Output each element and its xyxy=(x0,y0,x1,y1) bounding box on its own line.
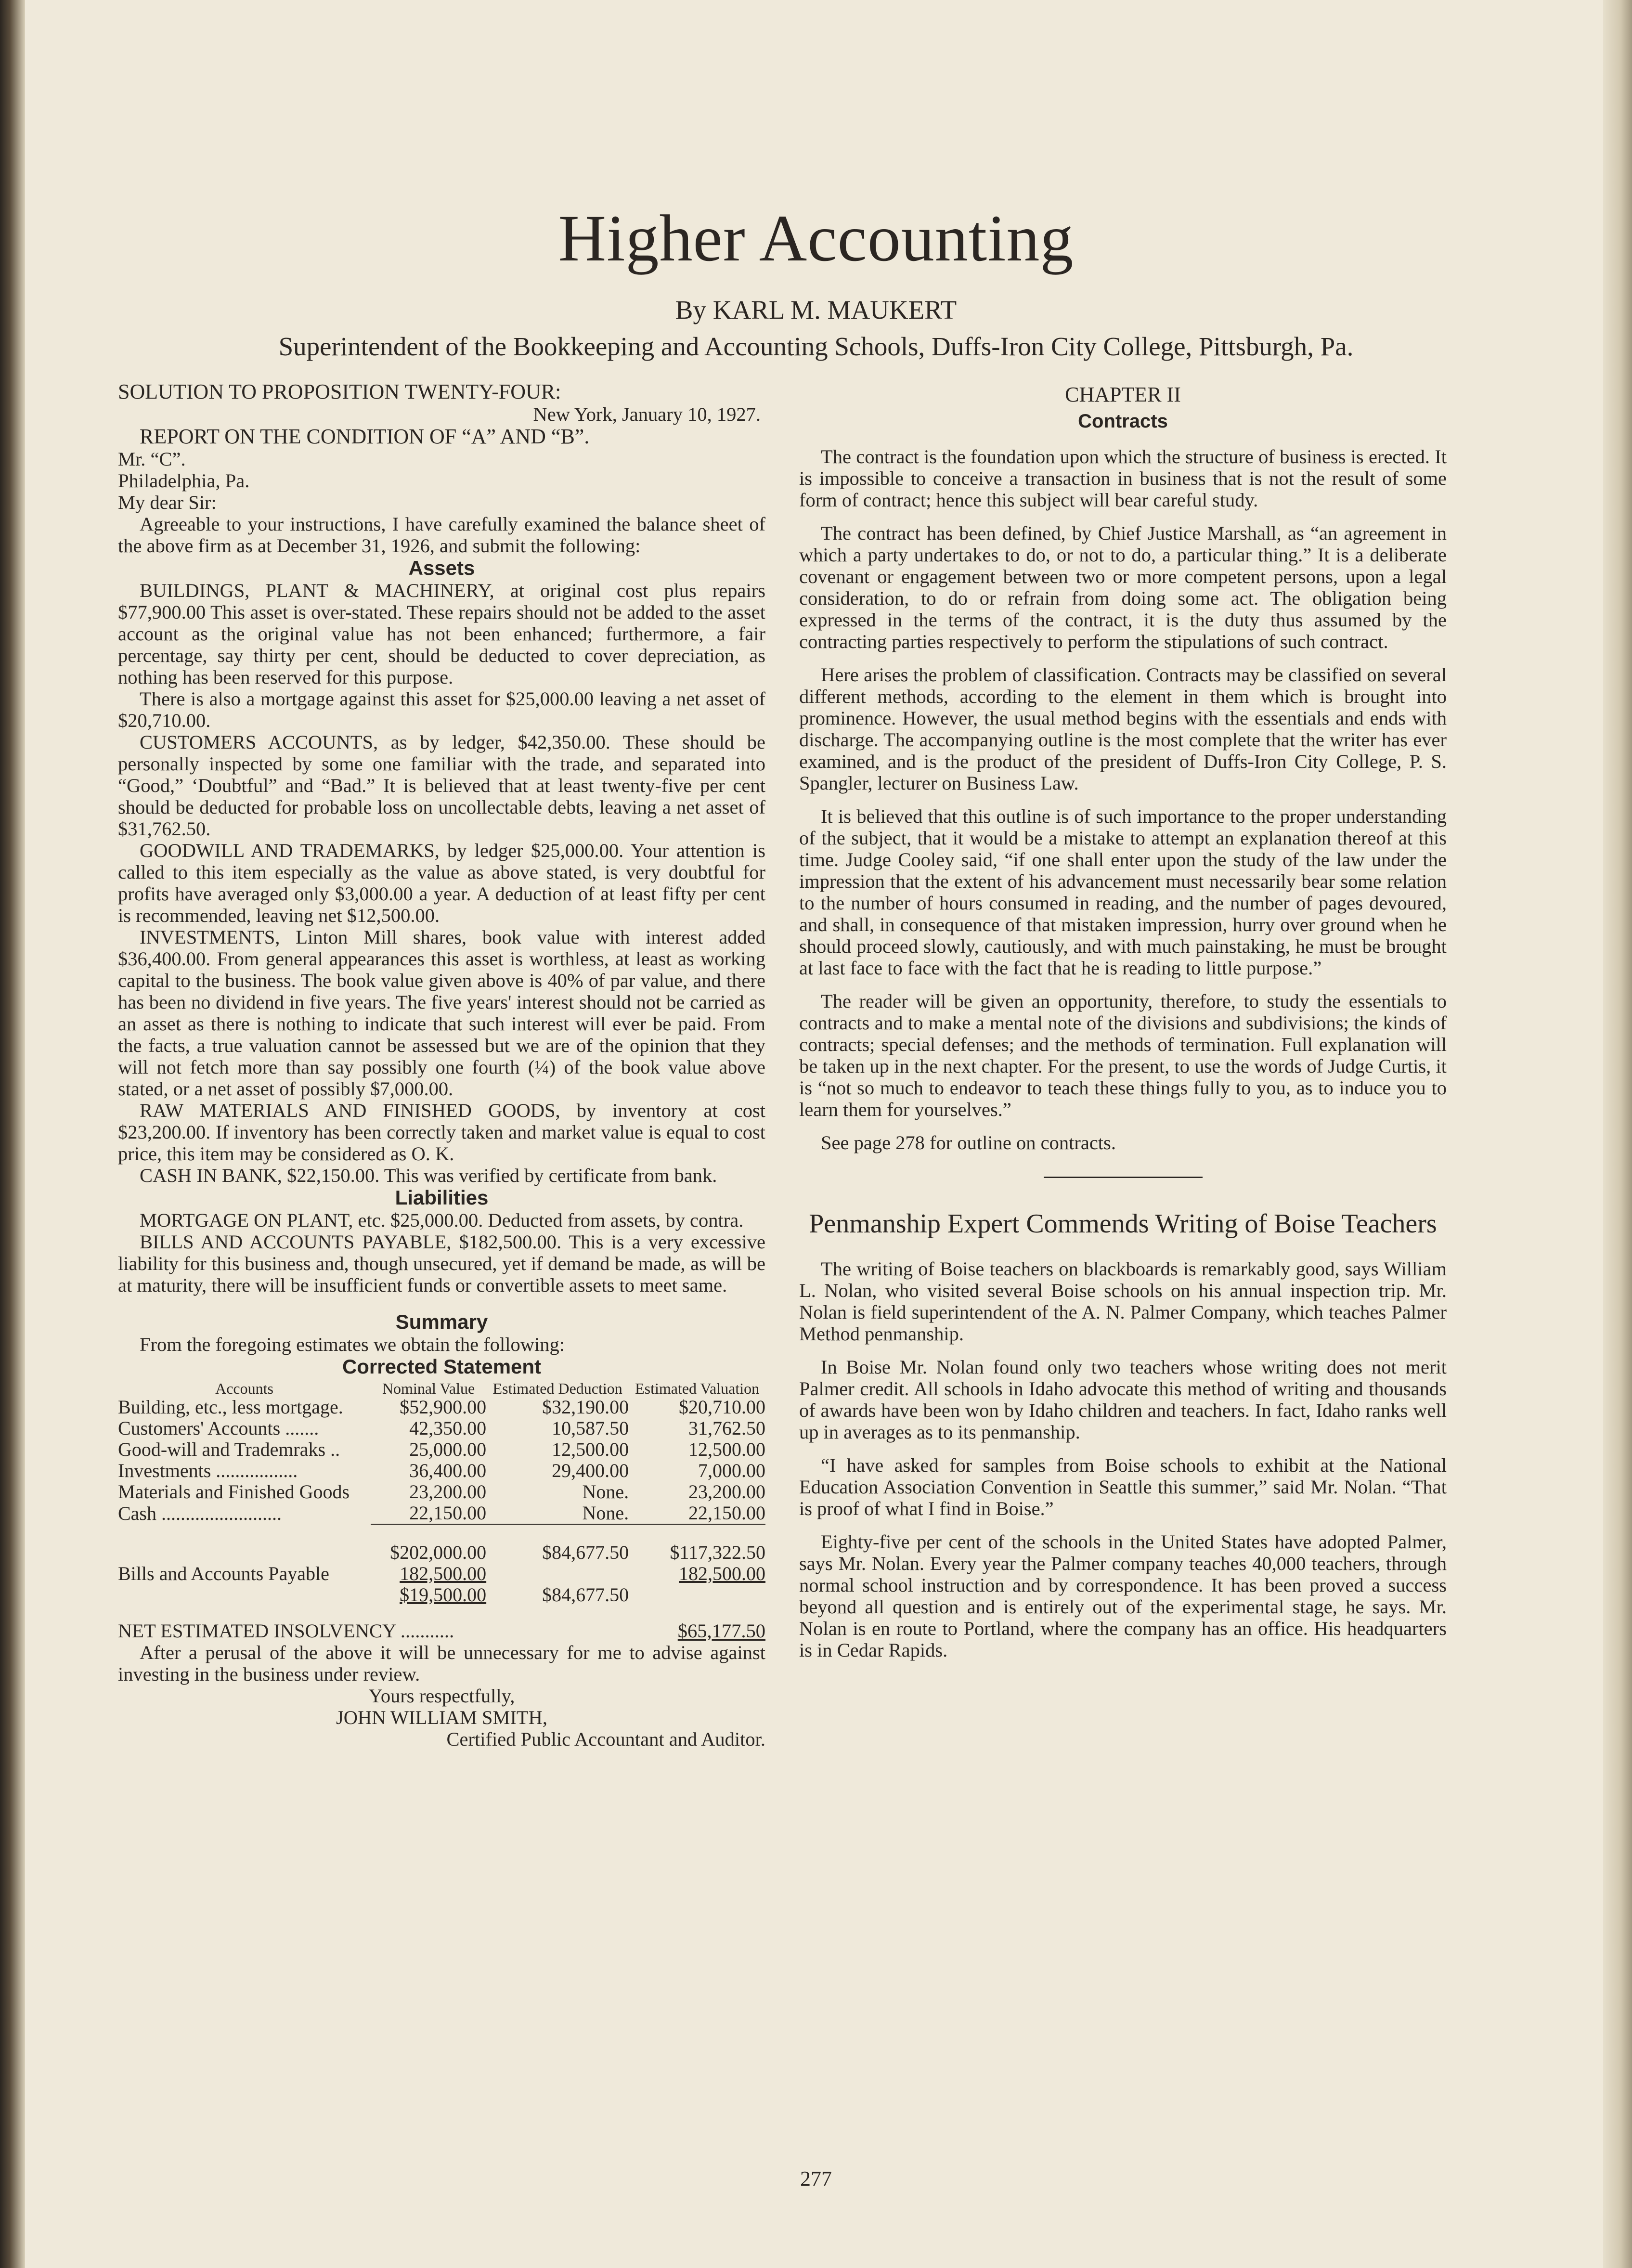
paragraph: In Boise Mr. Nolan found only two teachers whose writing does not merit Palmer credit. All schools in Idaho advocate this method of writing and thousands of awards have been won by Idaho children and teachers. In fact, Idaho ranks well up in averages as to its penmanship. xyxy=(799,1356,1447,1443)
table-row xyxy=(118,1397,765,1418)
signature-name: JOHN WILLIAM SMITH, xyxy=(336,1707,548,1728)
estimated-deduction: $32,190.00 xyxy=(542,1396,629,1418)
nominal-value: 22,150.00 xyxy=(409,1502,487,1524)
address-line: Philadelphia, Pa. xyxy=(118,470,250,492)
nominal-value: 36,400.00 xyxy=(409,1460,487,1481)
paragraph: GOODWILL AND TRADEMARKS, by ledger $25,000.00. Your attention is called to this item especially as the value as above stated, is very doubtful for profits have averaged only $3,000.00 a year. A deduction of at least fifty per cent is recommended, leaving net $12,500.00. xyxy=(118,840,765,926)
summary-intro: From the foregoing estimates we obtain the following: xyxy=(140,1334,565,1355)
account-name: Investments ................. xyxy=(118,1460,298,1481)
second-article-title: Penmanship Expert Commends Writing of Boise Teachers xyxy=(809,1209,1437,1239)
summary-heading: Summary xyxy=(395,1310,488,1333)
insolvency-label: NET ESTIMATED INSOLVENCY ........... xyxy=(118,1620,454,1642)
estimated-valuation: 31,762.50 xyxy=(688,1417,765,1439)
nominal-value: 25,000.00 xyxy=(409,1439,487,1460)
account-name: Cash ......................... xyxy=(118,1502,282,1524)
nominal-value: 182,500.00 xyxy=(400,1563,487,1584)
dateline: New York, January 10, 1927. xyxy=(533,403,761,425)
table-row xyxy=(118,1503,765,1524)
page-number: 277 xyxy=(800,2167,832,2190)
estimated-deduction: None. xyxy=(582,1502,629,1524)
totals-row xyxy=(118,1524,765,1563)
paragraph: The contract has been defined, by Chief Justice Marshall, as “an agreement in which a party undertakes to do, or not to do, a particular thing.” It is a deliberate covenant or engagement between two or more competent persons, upon a legal consideration, to do or refrain from doing some act. The obligation being expressed in the terms of the contract, it is the duty thus assumed by the contracting parties respectively to perform the stipulations of such contract. xyxy=(799,522,1447,652)
paragraph: BILLS AND ACCOUNTS PAYABLE, $182,500.00. This is a very excessive liability for this business and, though unsecured, yet if demand be made, as will be at maturity, there will be insufficient funds or convertible assets to meet same. xyxy=(118,1231,765,1296)
assets-heading: Assets xyxy=(408,557,475,579)
account-name: Good-will and Trademraks .. xyxy=(118,1439,340,1460)
estimated-deduction: $84,677.50 xyxy=(542,1584,629,1606)
table-row xyxy=(118,1439,765,1460)
account-name: Bills and Accounts Payable xyxy=(118,1563,329,1584)
address-line: Mr. “C”. xyxy=(118,448,186,470)
column-header: Estimated Valuation xyxy=(635,1380,760,1397)
corrected-statement-heading: Corrected Statement xyxy=(342,1355,542,1378)
paragraph: It is believed that this outline is of such importance to the proper understanding of the subject, that it would be a mistake to attempt an explanation thereof at this time. Judge Cooley said, “if one shall enter upon the study of the law under the impression that the extent of his advancement must necessarily bear some relation to the number of hours consumed in reading, and the number of pages devoured, and shall, in consequence of that mistaken impression, hurry over ground when he should proceed slowly, cautiously, and with much painstaking, he must be brought at last face to face with the fact that he is reading to little purpose.” xyxy=(799,805,1447,979)
estimated-deduction xyxy=(486,1563,629,1584)
column-header: Accounts xyxy=(215,1380,273,1397)
estimated-valuation: 182,500.00 xyxy=(679,1563,765,1584)
paragraph: INVESTMENTS, Linton Mill shares, book value with interest added $36,400.00. From general appearances this asset is worthless, at least as working capital to the business. The book value given above is 40% of par value, and there has been no dividend in five years. The five years' interest should not be carried as an asset as there is nothing to indicate that such interest will ever be paid. From the facts, a true valuation cannot be assessed but we are of the opinion that they will not fetch more than say possibly one fourth (¼) of the book value above stated, or a net asset of possibly $7,000.00. xyxy=(118,926,765,1100)
closing-paragraph: After a perusal of the above it will be unnecessary for me to advise against investing in the business under review. xyxy=(118,1642,765,1685)
table-header-row xyxy=(118,1380,765,1397)
paragraph: CUSTOMERS ACCOUNTS, as by ledger, $42,350.00. These should be personally inspected by some one familiar with the trade, and separated into “Good,” ‘Doubtful” and “Bad.” It is believed that at least twenty-five per cent should be deducted for probable loss on uncollectable debts, leaving a net asset of $31,762.50. xyxy=(118,731,765,840)
signature-title: Certified Public Accountant and Auditor. xyxy=(446,1728,765,1750)
account-name xyxy=(118,1524,371,1563)
paragraph: “I have asked for samples from Boise schools to exhibit at the National Education Association Convention in Seattle this summer,” said Mr. Nolan. “That is proof of what I find in Boise.” xyxy=(799,1454,1447,1519)
intro-paragraph: Agreeable to your instructions, I have carefully examined the balance sheet of the above firm as at December 31, 1926, and submit the following: xyxy=(118,513,765,557)
byline: By KARL M. MAUKERT xyxy=(675,295,957,324)
account-name: Building, etc., less mortgage. xyxy=(118,1396,343,1418)
paragraph: BUILDINGS, PLANT & MACHINERY, at original cost plus repairs $77,900.00 This asset is over-stated. These repairs should not be added to the asset account as the original value has not been enhanced; furthermore, a fair percentage, say thirty per cent, should be deducted to cover depreciation, as nothing has been reserved for this purpose. xyxy=(118,580,765,688)
estimated-deduction: $84,677.50 xyxy=(486,1524,629,1563)
author-affiliation: Superintendent of the Bookkeeping and Accounting Schools, Duffs-Iron City College, Pittsburgh, Pa. xyxy=(278,332,1354,361)
liabilities-heading: Liabilities xyxy=(395,1186,489,1209)
estimated-valuation: $20,710.00 xyxy=(679,1396,765,1418)
paragraph: Eighty-five per cent of the schools in the United States have adopted Palmer, says Mr. Nolan. Every year the Palmer company teaches 40,000 teachers, through normal school instruction and by correspondence. It has been proved a success beyond all question and is entirely out of the experimental stage, he says. Mr. Nolan is en route to Portland, where the company has an office. His headquarters is in Cedar Rapids. xyxy=(799,1531,1447,1661)
column-header: Estimated Deduction xyxy=(492,1380,622,1397)
paragraph: RAW MATERIALS AND FINISHED GOODS, by inventory at cost $23,200.00. If inventory has been correctly taken and market value is equal to cost price, this item may be considered as O. K. xyxy=(118,1100,765,1165)
estimated-deduction: 12,500.00 xyxy=(552,1439,629,1460)
table-row xyxy=(118,1481,765,1503)
left-column xyxy=(118,380,765,1750)
paragraph: See page 278 for outline on contracts. xyxy=(821,1132,1116,1153)
paragraph: CASH IN BANK, $22,150.00. This was verified by certificate from bank. xyxy=(140,1165,717,1186)
right-column xyxy=(799,383,1447,1661)
table-row xyxy=(118,1418,765,1439)
nominal-value: 42,350.00 xyxy=(409,1417,487,1439)
account-name xyxy=(118,1584,371,1606)
estimated-deduction: None. xyxy=(582,1481,629,1503)
report-heading: REPORT ON THE CONDITION OF “A” AND “B”. xyxy=(140,425,590,448)
salutation: My dear Sir: xyxy=(118,492,217,513)
estimated-deduction: 29,400.00 xyxy=(552,1460,629,1481)
payable-row xyxy=(118,1563,765,1584)
article-title: Higher Accounting xyxy=(558,201,1074,275)
insolvency-value: $65,177.50 xyxy=(677,1620,765,1642)
paragraph: There is also a mortgage against this asset for $25,000.00 leaving a net asset of $20,710.00. xyxy=(118,688,765,731)
paragraph: The contract is the foundation upon which the structure of business is erected. It is impossible to conceive a transaction in business that is not the result of some form of contract; hence this subject will bear careful study. xyxy=(799,446,1447,511)
nominal-value: $202,000.00 xyxy=(371,1524,486,1563)
table-row xyxy=(118,1460,765,1481)
paragraph: Here arises the problem of classification. Contracts may be classified on several different methods, according to the element in them which is brought into prominence. However, the usual method begins with the essentials and ends with discharge. The accompanying outline is the most complete that the writer has ever examined, and is the product of the president of Duffs-Iron City College, P. S. Spangler, lecturer on Business Law. xyxy=(799,664,1447,794)
corrected-statement-table xyxy=(118,1380,765,1606)
estimated-valuation: 7,000.00 xyxy=(698,1460,765,1481)
estimated-valuation: $117,322.50 xyxy=(629,1524,765,1563)
column-header: Nominal Value xyxy=(382,1380,475,1397)
paragraph: The reader will be given an opportunity, therefore, to study the essentials to contracts and to make a mental note of the divisions and subdivisions; the kinds of contracts; special defenses; and the methods of termination. Full explanation will be taken up in the next chapter. For the present, to use the words of Judge Curtis, it is “not so much to endeavor to teach these things fully to you, as to induce you to learn them for yourselves.” xyxy=(799,990,1447,1120)
estimated-valuation: 22,150.00 xyxy=(688,1502,765,1524)
nominal-value: $19,500.00 xyxy=(400,1584,487,1606)
estimated-valuation: 23,200.00 xyxy=(688,1481,765,1503)
net-row xyxy=(118,1584,765,1606)
estimated-deduction: 10,587.50 xyxy=(552,1417,629,1439)
solution-heading: SOLUTION TO PROPOSITION TWENTY-FOUR: xyxy=(118,380,561,403)
nominal-value: $52,900.00 xyxy=(400,1396,487,1418)
divider-rule xyxy=(1044,1177,1203,1178)
signoff: Yours respectfully, xyxy=(368,1685,515,1707)
paragraph: The writing of Boise teachers on blackboards is remarkably good, says William L. Nolan, who visited several Boise schools on his annual inspection trip. Mr. Nolan is field superintendent of the A. N. Palmer Company, which teaches Palmer Method penmanship. xyxy=(799,1258,1447,1345)
account-name: Customers' Accounts ....... xyxy=(118,1417,319,1439)
paragraph: MORTGAGE ON PLANT, etc. $25,000.00. Deducted from assets, by contra. xyxy=(140,1209,744,1231)
nominal-value: 23,200.00 xyxy=(409,1481,487,1503)
chapter-heading: CHAPTER II xyxy=(1065,383,1181,406)
estimated-valuation xyxy=(629,1584,765,1606)
chapter-subhead: Contracts xyxy=(1078,411,1168,432)
account-name: Materials and Finished Goods xyxy=(118,1481,350,1503)
estimated-valuation: 12,500.00 xyxy=(688,1439,765,1460)
insolvency-line xyxy=(118,1620,765,1642)
